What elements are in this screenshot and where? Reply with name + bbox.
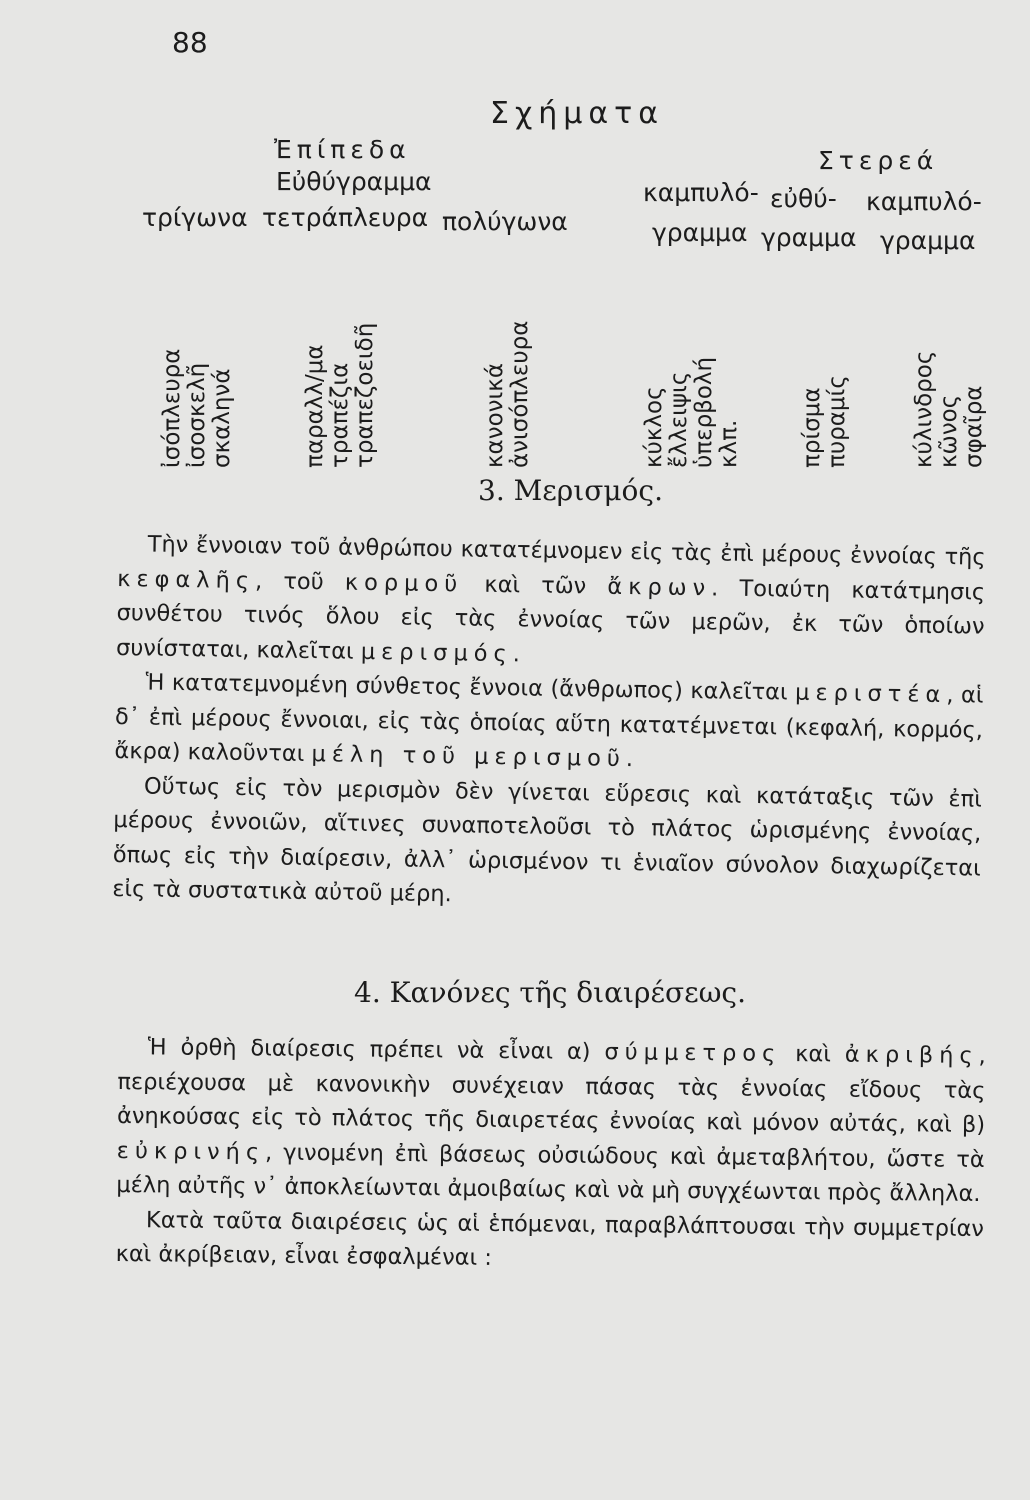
tree-leaf: ἀνισόπλευρα: [507, 320, 533, 468]
tree-curvilinear-solid-label-1: καμπυλό-: [866, 187, 982, 216]
tree-leaf: κύλινδρος: [911, 350, 937, 468]
tree-leaf: ἰσόπλευρα: [159, 348, 185, 468]
tree-column-polygons: [483, 272, 533, 468]
tree-rectilinear-solid-label-1: εὐθύ-: [770, 184, 837, 213]
section-4-body: [115, 1030, 985, 1281]
tree-leaf: κῶνος: [936, 394, 962, 468]
tree-leaf: κανονικά: [482, 363, 508, 468]
tree-column-curvilinear-solid: [912, 272, 987, 468]
tree-curvilinear-plane-label-2: γραμμα: [652, 218, 748, 247]
tree-leaf: τραπέζια: [327, 362, 353, 468]
tree-triangles-label: τρίγωνα: [142, 203, 248, 232]
tree-leaf: πρίσμα: [799, 387, 825, 468]
tree-column-quadrilaterals: [303, 272, 378, 468]
tree-leaf: ἔλλειψις: [666, 371, 692, 468]
tree-leaf: σκαληνά: [209, 368, 235, 468]
tree-root-label: Σχήματα: [490, 96, 664, 131]
section-3-paragraph-3: Οὕτως εἰς τὸν μερισμὸν δὲν γίνεται εὕρεσις καὶ κατάταξις τῶν ἐπὶ μέρους ἐννοιῶν, αἵτινες συναποτελοῦσι τὸ πλάτος ὡρισμένης ἐννοίας, ὅπως εἰς τὴν διαίρεσιν, ἀλλ᾽ ὡρισμένον τι ἑνιαῖον σύνολον διαχωρίζεται εἰς τὰ συστατικὰ αὐτοῦ μέρη.: [112, 772, 983, 908]
tree-leaf: παραλλ/μα: [302, 344, 328, 468]
tree-leaf: πυραμίς: [824, 375, 850, 468]
tree-curvilinear-solid-label-2: γραμμα: [880, 226, 976, 255]
section-4-paragraph-1: Ἡ ὀρθὴ διαίρεσις πρέπει νὰ εἶναι α) σύμμετρος καὶ ἀκριβής, περιέχουσα μὲ κανονικὴν συνέχειαν πάσας τὰς ἐννοίας εἴδους τὰς ἀνηκούσας εἰς τὸ πλάτος τῆς διαιρετέας ἐννοίας καὶ μόνον αὐτάς, καὶ β) εὐκρινής, γινομένη ἐπὶ βάσεως οὐσιώδους καὶ ἀμεταβλήτου, ὥστε τὰ μέλη αὐτῆς ν᾽ ἀποκλείωνται ἀμοιβαίως καὶ νὰ μὴ συγχέωνται πρὸς ἄλληλα.: [116, 1034, 986, 1208]
section-3-paragraph-2: Ἡ κατατεμνομένη σύνθετος ἔννοια (ἄνθρωπος) καλεῖται μεριστέα, αἱ δ᾽ ἐπὶ μέρους ἔννοιαι, εἰς τὰς ὁποίας αὕτη κατατέμνεται (κεφαλή, κορμός, ἄκρα) καλοῦνται μέλη τοῦ μερισμοῦ.: [114, 669, 984, 773]
tree-column-curvilinear-plane: [642, 272, 742, 468]
tree-column-triangles: [160, 272, 235, 468]
tree-solid-label: Στερεά: [818, 146, 939, 175]
tree-quadrilaterals-label: τετράπλευρα: [262, 203, 429, 232]
section-3-paragraph-1: Τὴν ἔννοιαν τοῦ ἀνθρώπου κατατέμνομεν εἰς τὰς ἐπὶ μέρους ἐννοίας τῆς κεφαλῆς, τοῦ κορμοῦ καὶ τῶν ἄκρων. Τοιαύτη κατάτμησις συνθέτου τινός ὅλου εἰς τὰς ἐννοίας τῶν μερῶν, ἐκ τῶν ὁποίων συνίσταται, καλεῖται μερισμός.: [115, 531, 986, 667]
tree-leaf: ἰσοσκελῆ: [184, 362, 210, 468]
tree-leaf: ὑπερβολή: [691, 356, 717, 468]
tree-plane-label: Ἐπίπεδα: [274, 135, 411, 164]
tree-rectilinear-solid-label-2: γραμμα: [761, 223, 857, 252]
section-3-heading: 3. Μερισμός.: [478, 474, 663, 507]
section-4-paragraph-2: Κατὰ ταῦτα διαιρέσεις ὡς αἱ ἑπόμεναι, παραβλάπτουσαι τὴν συμμετρίαν καὶ ἀκρίβειαν, εἶναι ἐσφαλμέναι :: [115, 1206, 985, 1271]
section-3-body: [112, 527, 986, 920]
section-4-heading: 4. Κανόνες τῆς διαιρέσεως.: [354, 976, 746, 1009]
tree-leaf: κύκλος: [641, 386, 667, 468]
tree-polygons-label: πολύγωνα: [442, 207, 568, 236]
tree-curvilinear-plane-label-1: καμπυλό-: [643, 178, 759, 207]
tree-rectilinear-label: Εὐθύγραμμα: [276, 167, 432, 196]
tree-leaf: κλπ.: [716, 419, 742, 468]
tree-column-rectilinear-solid: [800, 272, 850, 468]
tree-leaf: τραπεζοειδῆ: [352, 322, 378, 468]
tree-leaf: σφαῖρα: [961, 385, 987, 468]
page-number: 88: [172, 26, 208, 59]
